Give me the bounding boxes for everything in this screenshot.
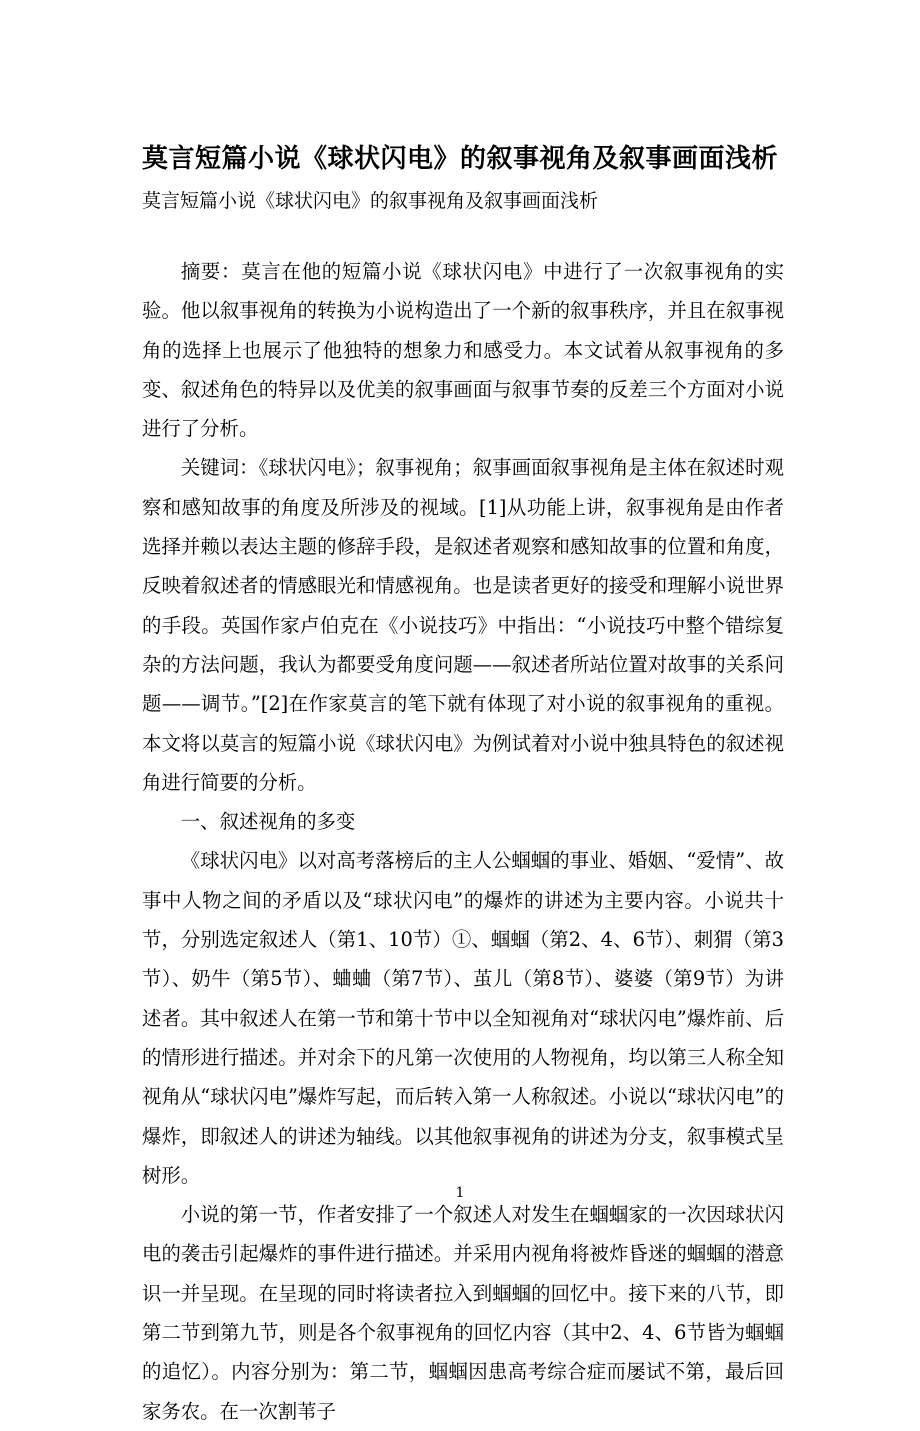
abstract-paragraph: 摘要：莫言在他的短篇小说《球状闪电》中进行了一次叙事视角的实验。他以叙事视角的转换为小说构造出了一个新的叙事秩序，并且在叙事视角的选择上也展示了他独特的想象力和感受力。本文试着从叙事视角的多变、叙述角色的特异以及优美的叙事画面与叙事节奏的反差三个方面对小说进行了分析。 bbox=[142, 260, 784, 441]
body-paragraph: 《球状闪电》以对高考落榜后的主人公蝈蝈的事业、婚姻、“爱情”、故事中人物之间的矛盾以及“球状闪电”的爆炸的讲述为主要内容。小说共十节，分别选定叙述人（第1、10节）①、蝈蝈（第2、4、6节）、刺猬（第3节）、奶牛（第5节）、蛐蛐（第7节）、茧儿（第8节）、婆婆（第9节）为讲述者。其中叙述人在第一节和第十节中以全知视角对“球状闪电”爆炸前、后的情形进行描述。并对余下的凡第一次使用的人物视角，均以第三人称全知视角从“球状闪电”爆炸写起，而后转入第一人称叙述。小说以“球状闪电”的爆炸，即叙述人的讲述为轴线。以其他叙事视角的讲述为分支，叙事模式呈树形。 bbox=[142, 849, 784, 1187]
document-subtitle: 莫言短篇小说《球状闪电》的叙事视角及叙事画面浅析 bbox=[142, 190, 599, 212]
page-number: 1 bbox=[455, 1185, 465, 1201]
body-paragraph: 小说的第一节，作者安排了一个叙述人对发生在蝈蝈家的一次因球状闪电的袭击引起爆炸的事件进行描述。并采用内视角将被炸昏迷的蝈蝈的潜意识一并呈现。在呈现的同时将读者拉入到蝈蝈的回忆中。接下来的八节，即第二节到第九节，则是各个叙事视角的回忆内容（其中2、4、6节皆为蝈蝈的追忆）。内容分别为：第二节，蝈蝈因患高考综合症而屡试不第，最后回家务农。在一次割苇子 bbox=[142, 1203, 784, 1423]
section-heading: 一、叙述视角的多变 bbox=[180, 810, 356, 834]
document-body bbox=[142, 252, 784, 1431]
document-title: 莫言短篇小说《球状闪电》的叙事视角及叙事画面浅析 bbox=[141, 144, 778, 174]
keywords-paragraph: 关键词：《球状闪电》；叙事视角；叙事画面叙事视角是主体在叙述时观察和感知故事的角度及所涉及的视域。[1]从功能上讲，叙事视角是由作者选择并赖以表达主题的修辞手段，是叙述者观察和感知故事的位置和角度，反映着叙述者的情感眼光和情感视角。也是读者更好的接受和理解小说世界的手段。英国作家卢伯克在《小说技巧》中指出：“小说技巧中整个错综复杂的方法问题，我认为都要受角度问题——叙述者所站位置对故事的关系问题——调节。”[2]在作家莫言的笔下就有体现了对小说的叙事视角的重视。本文将以莫言的短篇小说《球状闪电》为例试着对小说中独具特色的叙述视角进行简要的分析。 bbox=[142, 456, 784, 794]
